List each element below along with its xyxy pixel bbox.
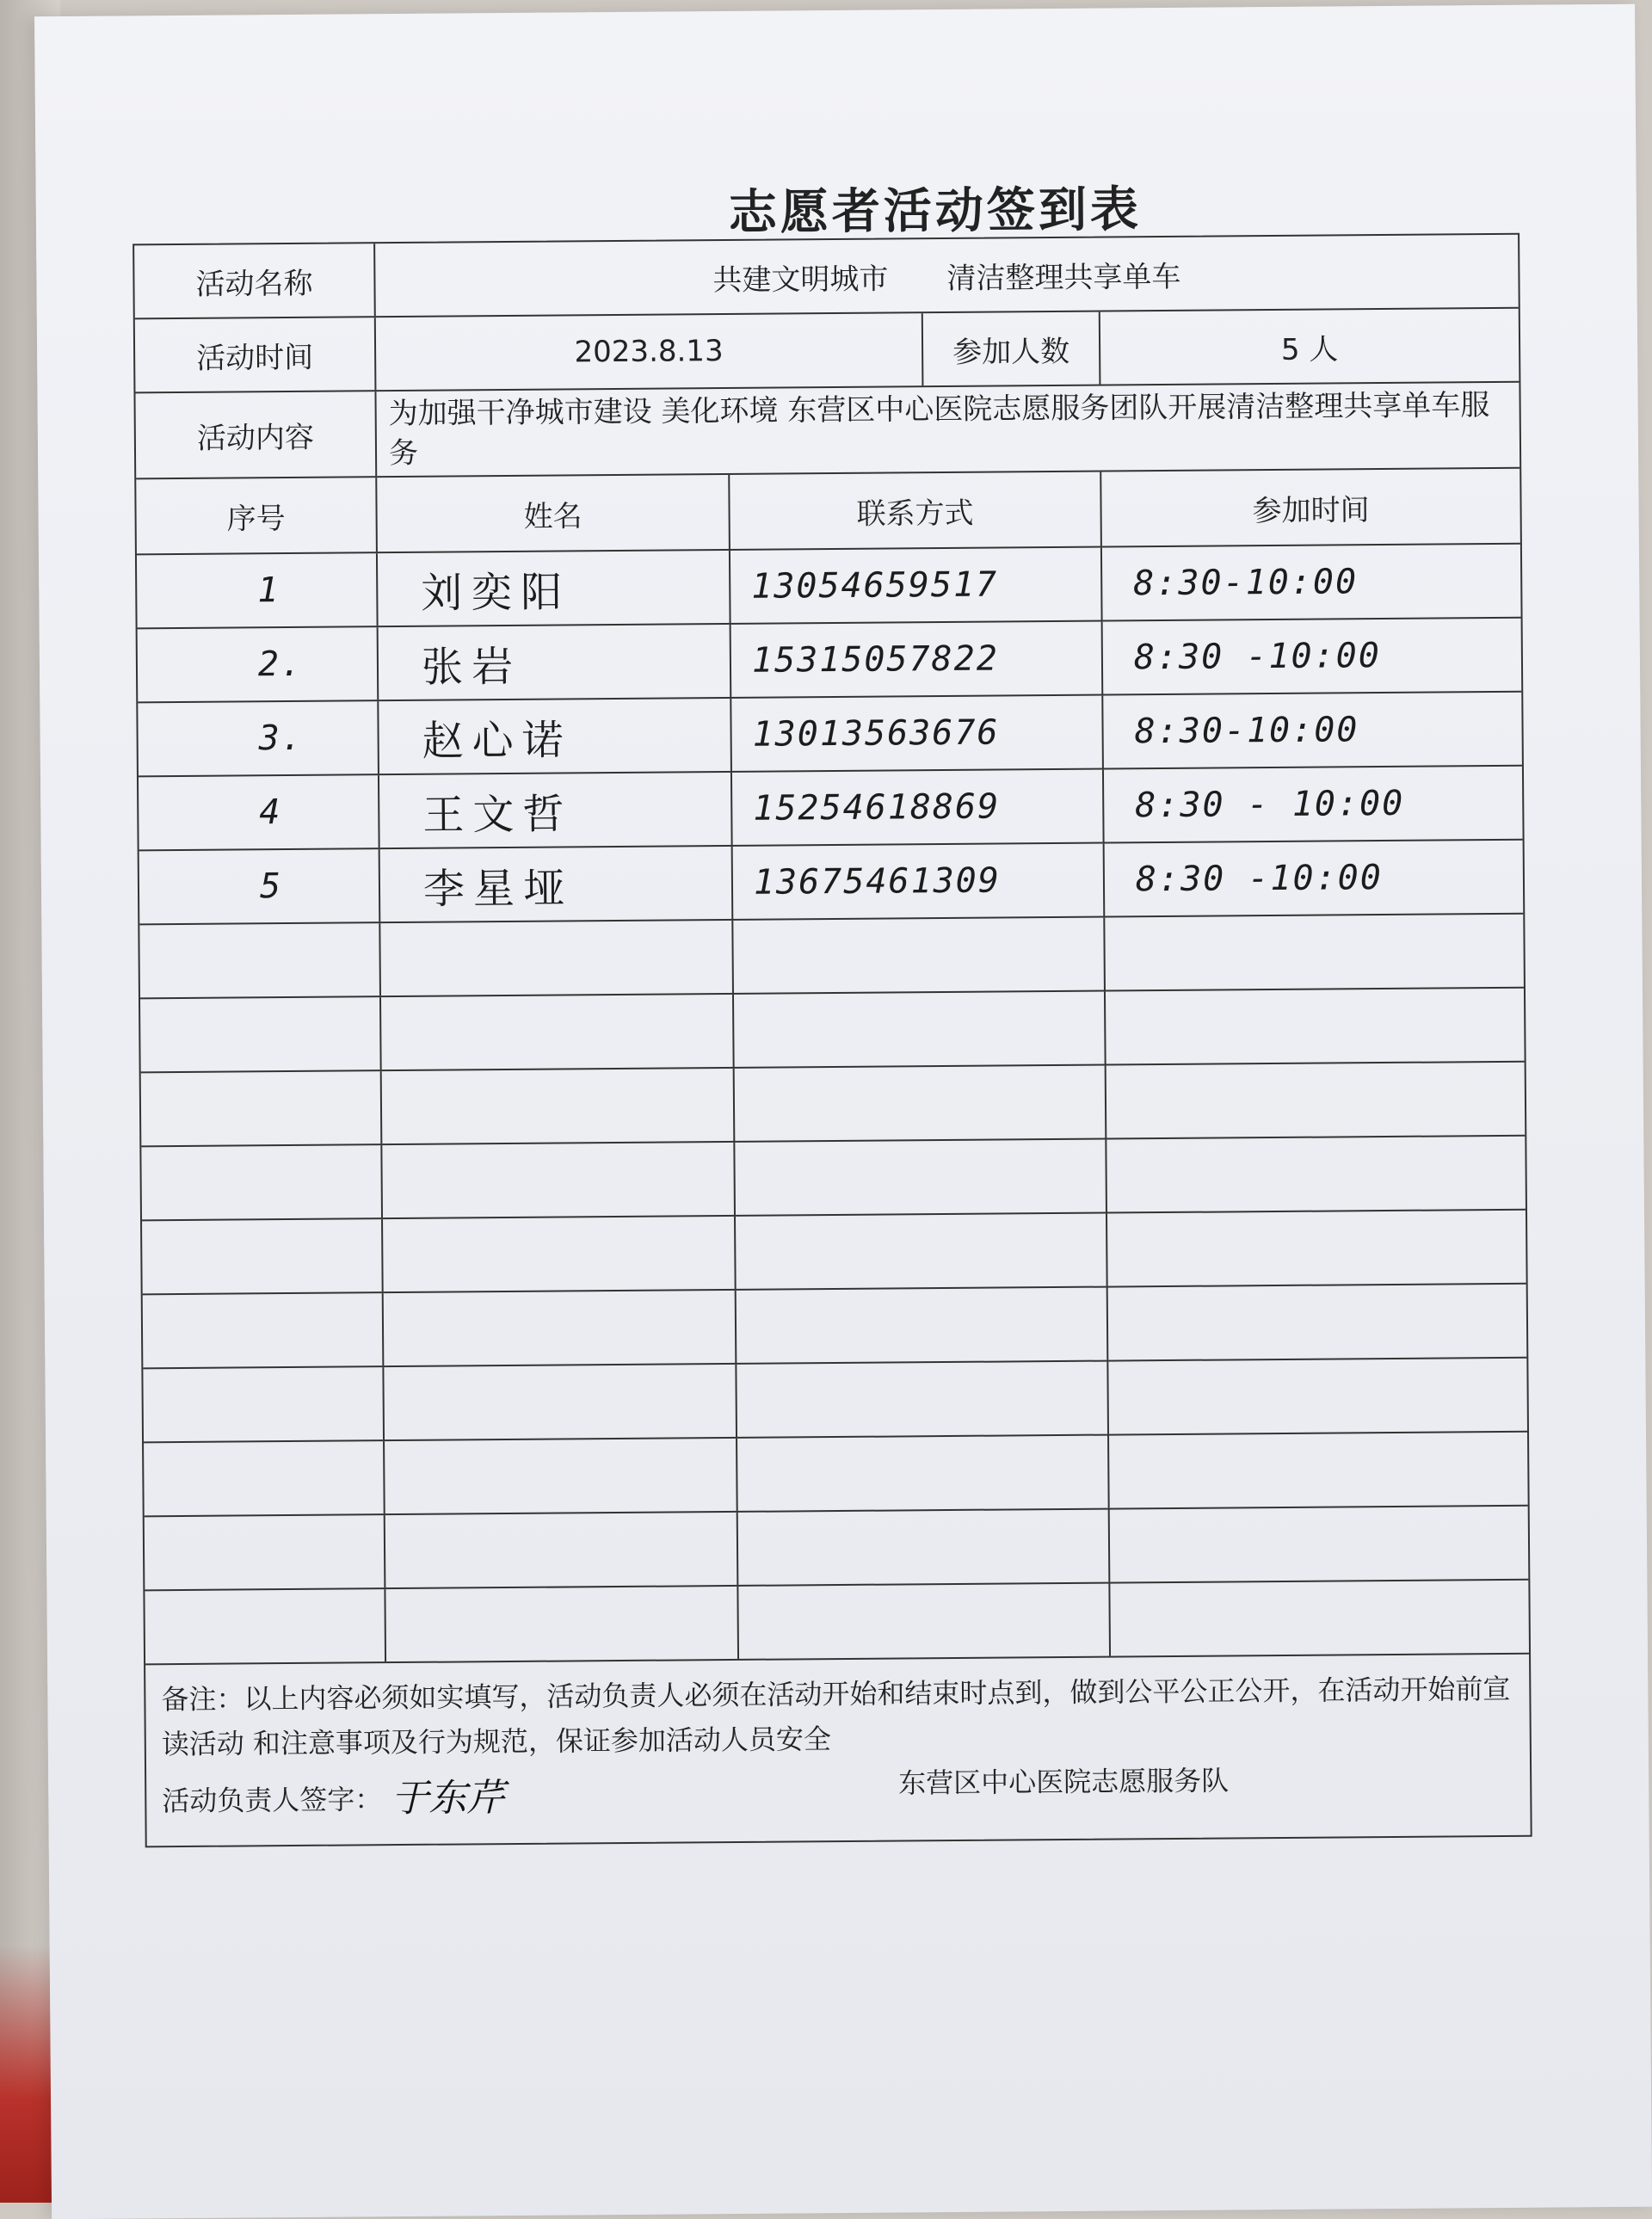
organization-name: 东营区中心医院志愿服务队 xyxy=(898,1764,1230,1800)
row-seq: 4 xyxy=(139,775,380,849)
table-row-empty xyxy=(143,1359,1527,1444)
row-name: 刘奕阳 xyxy=(378,551,731,626)
table-row xyxy=(138,619,1522,704)
table-row-empty xyxy=(144,1433,1528,1518)
row-time: 8:30-10:00 xyxy=(1133,562,1359,604)
page-title: 志愿者活动签到表 xyxy=(728,182,1143,241)
header-phone: 联系方式 xyxy=(730,472,1102,549)
row-phone: 13013563676 xyxy=(731,696,1104,771)
header-seq: 序号 xyxy=(136,478,378,553)
signer-line xyxy=(162,1776,504,1823)
table-row-empty xyxy=(141,1137,1526,1222)
sign-in-table xyxy=(133,233,1532,1848)
row-seq: 1 xyxy=(137,553,379,627)
signer-label: 活动负责人签字： xyxy=(162,1783,383,1818)
table-row xyxy=(139,841,1524,926)
row-phone: 13675461309 xyxy=(733,844,1106,919)
row-phone: 15254618869 xyxy=(732,770,1105,845)
table-row-empty xyxy=(139,915,1524,1000)
header-time: 参加时间 xyxy=(1252,492,1370,528)
row-name: 张岩 xyxy=(379,625,732,700)
table-row-empty xyxy=(143,1285,1527,1370)
activity-time-label: 活动时间 xyxy=(135,317,377,391)
row-name: 李星垭 xyxy=(380,847,734,922)
table-row-empty xyxy=(145,1581,1529,1666)
notes-text: 备注：以上内容必须如实填写，活动负责人必须在活动开始和结束时点到，做到公平公正公开，在活动开始前宣读活动 和注意事项及行为规范，保证参加活动人员安全 xyxy=(161,1672,1511,1761)
table-row-empty xyxy=(140,989,1525,1074)
activity-time-value: 2023.8.13 xyxy=(376,313,924,390)
signature: 于东芹 xyxy=(391,1776,505,1821)
row-time: 8:30 -10:00 xyxy=(1135,858,1384,900)
row-name: 赵心诺 xyxy=(379,699,732,774)
table-row xyxy=(137,545,1521,630)
table-row-empty xyxy=(141,1063,1526,1148)
activity-content-value: 为加强干净城市建设 美化环境 东营区中心医院志愿服务团队开展清洁整理共享单车服务 xyxy=(388,388,1490,472)
row-seq: 5 xyxy=(139,849,381,923)
row-phone: 13054659517 xyxy=(730,548,1103,623)
activity-name-label: 活动名称 xyxy=(134,243,376,317)
activity-name-row xyxy=(134,235,1519,320)
table-row xyxy=(139,767,1523,852)
row-time: 8:30 -10:00 xyxy=(1133,636,1381,678)
paper-sheet xyxy=(34,4,1652,2219)
row-seq: 3. xyxy=(138,701,379,775)
table-row xyxy=(138,693,1522,778)
notes-section xyxy=(145,1655,1531,1846)
table-row-empty xyxy=(142,1211,1526,1296)
table-header-row xyxy=(136,469,1520,556)
header-name: 姓名 xyxy=(377,475,730,552)
row-phone: 15315057822 xyxy=(731,622,1104,697)
activity-name-value: 共建文明城市 清洁整理共享单车 xyxy=(712,259,1181,298)
table-row-empty xyxy=(145,1507,1529,1592)
participant-count-value: 5 人 xyxy=(1280,331,1339,367)
activity-content-row xyxy=(135,383,1519,480)
row-name: 王文哲 xyxy=(379,773,733,848)
activity-time-row xyxy=(135,309,1519,394)
participant-count-label: 参加人数 xyxy=(923,312,1101,386)
row-time: 8:30 - 10:00 xyxy=(1135,783,1405,826)
row-seq: 2. xyxy=(138,627,379,701)
row-time: 8:30-10:00 xyxy=(1134,710,1359,752)
activity-content-label: 活动内容 xyxy=(135,391,377,478)
